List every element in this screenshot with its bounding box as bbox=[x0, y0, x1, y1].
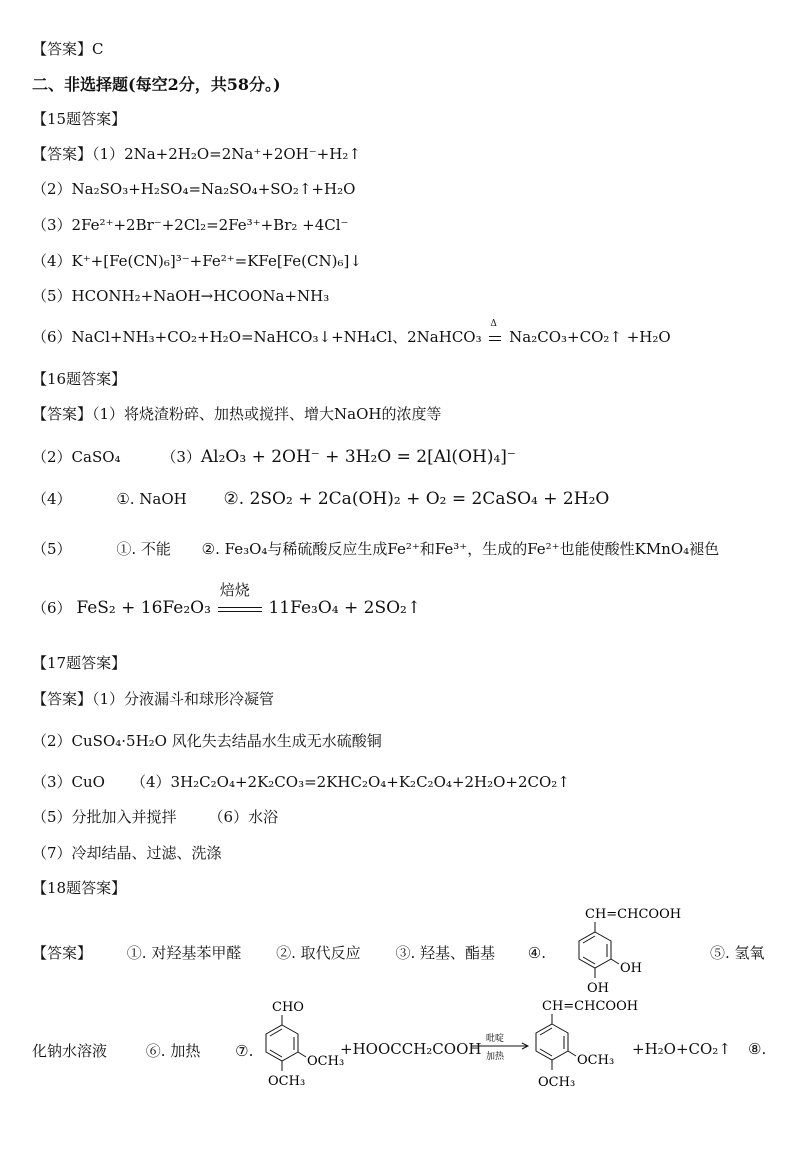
q15-answer-3: （3）2Fe²⁺+2Br⁻+2Cl₂=2Fe³⁺+Br₂ +4Cl⁻ bbox=[32, 216, 349, 234]
q16-answer-1: 【答案】（1）将烧渣粉碎、加热或搅拌、增大NaOH的浓度等 bbox=[32, 405, 442, 423]
heat-condition: Δ bbox=[490, 319, 497, 329]
q15-answer-5: （5）HCONH₂+NaOH→HCOONa+NH₃ bbox=[32, 287, 330, 305]
condition-pyridine: 吡啶 bbox=[486, 1034, 505, 1044]
q18-answer-row-1: 【答案】 ①. 对羟基苯甲醛 ②. 取代反应 ③. 羟基、酯基 ④. bbox=[32, 944, 546, 962]
section-title: 二、非选择题(每空2分，共58分。) bbox=[32, 75, 281, 94]
struct7-och3-meta: OCH₃ bbox=[307, 1054, 345, 1069]
prod-och3-para: OCH₃ bbox=[538, 1075, 576, 1090]
q17-answer-5-6: （5）分批加入并搅拌 （6）水浴 bbox=[32, 808, 279, 826]
q16-answer-6: （6） FeS₂ + 16Fe₂O₃ 焙烧 11Fe₃O₄ + 2SO₂↑ bbox=[32, 581, 422, 618]
structure-reactant-aldehyde bbox=[258, 995, 348, 1095]
roast-condition: 焙烧 bbox=[219, 581, 250, 599]
struct7-cho-label: CHO bbox=[272, 1000, 304, 1015]
q17-answer-3-4: （3）CuO （4）3H₂C₂O₄+2K₂CO₃=2KHC₂O₄+K₂C₂O₄+2H₂O+2CO₂↑ bbox=[32, 773, 570, 791]
q15-answer-2: （2）Na₂SO₃+H₂SO₄=Na₂SO₄+SO₂↑+H₂O bbox=[32, 180, 356, 198]
q17-answer-2: （2）CuSO₄·5H₂O 风化失去结晶水生成无水硫酸铜 bbox=[32, 732, 382, 750]
struct7-och3-para: OCH₃ bbox=[268, 1074, 306, 1089]
q15-answer-1: 【答案】（1）2Na+2H₂O=2Na⁺+2OH⁻+H₂↑ bbox=[32, 145, 361, 163]
structure-caffeic-acid bbox=[565, 900, 705, 1000]
q17-answer-1: 【答案】（1）分液漏斗和球形冷凝管 bbox=[32, 690, 275, 708]
q16-answer-2-3: （2）CaSO₄ （3）Al₂O₃ + 2OH⁻ + 3H₂O = 2[Al(OH)₄]⁻ bbox=[32, 447, 516, 467]
q16-answer-4: （4） ①. NaOH ②. 2SO₂ + 2Ca(OH)₂ + O₂ = 2CaSO₄ + 2H₂O bbox=[32, 489, 610, 509]
q17-heading: 【17题答案】 bbox=[32, 654, 127, 672]
prod-och3-meta: OCH₃ bbox=[577, 1053, 615, 1068]
q15-heading: 【15题答案】 bbox=[32, 110, 127, 128]
structure-product bbox=[526, 992, 646, 1096]
condition-heat: 加热 bbox=[486, 1052, 505, 1062]
q18-heading: 【18题答案】 bbox=[32, 879, 127, 897]
prod-top-label: CH=CHCOOH bbox=[542, 999, 639, 1014]
q18-answer-5: ⑤. 氢氧 bbox=[710, 944, 765, 962]
struct4-top-label: CH=CHCOOH bbox=[585, 907, 682, 922]
q17-answer-7: （7）冷却结晶、过滤、洗涤 bbox=[32, 844, 222, 862]
q18-answer-row-2: 化钠水溶液 ⑥. 加热 ⑦. bbox=[32, 1042, 254, 1060]
reaction-arrow bbox=[470, 1030, 534, 1066]
struct4-oh-meta: OH bbox=[620, 961, 642, 976]
q16-answer-5: （5） ①. 不能 ②. Fe₃O₄与稀硫酸反应生成Fe²⁺和Fe³⁺，生成的Fe²⁺也能使酸性KMnO₄褪色 bbox=[32, 540, 720, 558]
q15-answer-6: （6）NaCl+NH₃+CO₂+H₂O=NaHCO₃↓+NH₄Cl、2NaHCO₃ Δ Na₂CO₃+CO₂↑ +H₂O bbox=[32, 319, 671, 346]
struct4-oh-para: OH bbox=[587, 981, 609, 996]
q16-heading: 【16题答案】 bbox=[32, 370, 127, 388]
q18-answer-8: ⑧. bbox=[748, 1040, 767, 1058]
q18-reagent: +HOOCCH₂COOH bbox=[340, 1040, 482, 1058]
q18-products: +H₂O+CO₂↑ bbox=[632, 1040, 731, 1058]
answer-line-14: 【答案】C bbox=[32, 40, 104, 58]
q15-answer-4: （4）K⁺+[Fe(CN)₆]³⁻+Fe²⁺=KFe[Fe(CN)₆]↓ bbox=[32, 252, 362, 270]
